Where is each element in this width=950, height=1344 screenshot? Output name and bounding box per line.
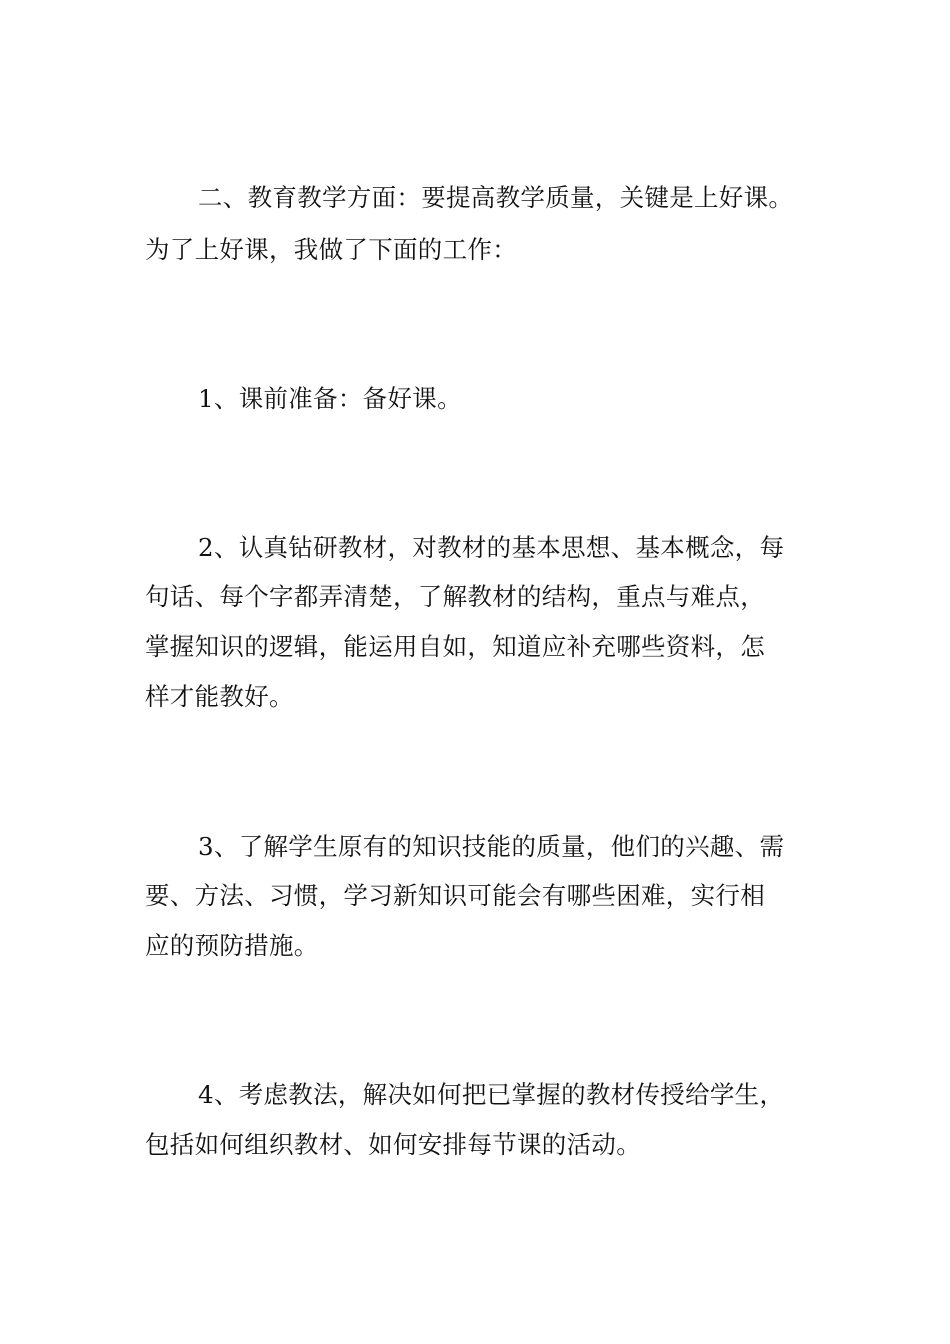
paragraph-line: 要、方法、习惯，学习新知识可能会有哪些困难，实行相 [145, 881, 765, 910]
paragraph-line: 4、考虑教法，解决如何把已掌握的教材传授给学生， [198, 1080, 785, 1109]
paragraph-line: 二、教育教学方面：要提高教学质量，关键是上好课。 [198, 183, 794, 212]
paragraph-line: 掌握知识的逻辑，能运用自如，知道应补充哪些资料，怎 [145, 632, 765, 661]
paragraph-line: 3、了解学生原有的知识技能的质量，他们的兴趣、需 [198, 832, 785, 861]
paragraph-line: 包括如何组织教材、如何安排每节课的活动。 [145, 1130, 641, 1159]
paragraph-line: 2、认真钻研教材，对教材的基本思想、基本概念，每 [198, 533, 785, 562]
paragraph-line: 样才能教好。 [145, 682, 294, 711]
paragraph-line: 应的预防措施。 [145, 931, 319, 960]
paragraph-line: 为了上好课，我做了下面的工作： [145, 235, 517, 264]
paragraph-line: 1、课前准备：备好课。 [198, 384, 462, 413]
paragraph-line: 句话、每个字都弄清楚，了解教材的结构，重点与难点， [145, 582, 765, 611]
